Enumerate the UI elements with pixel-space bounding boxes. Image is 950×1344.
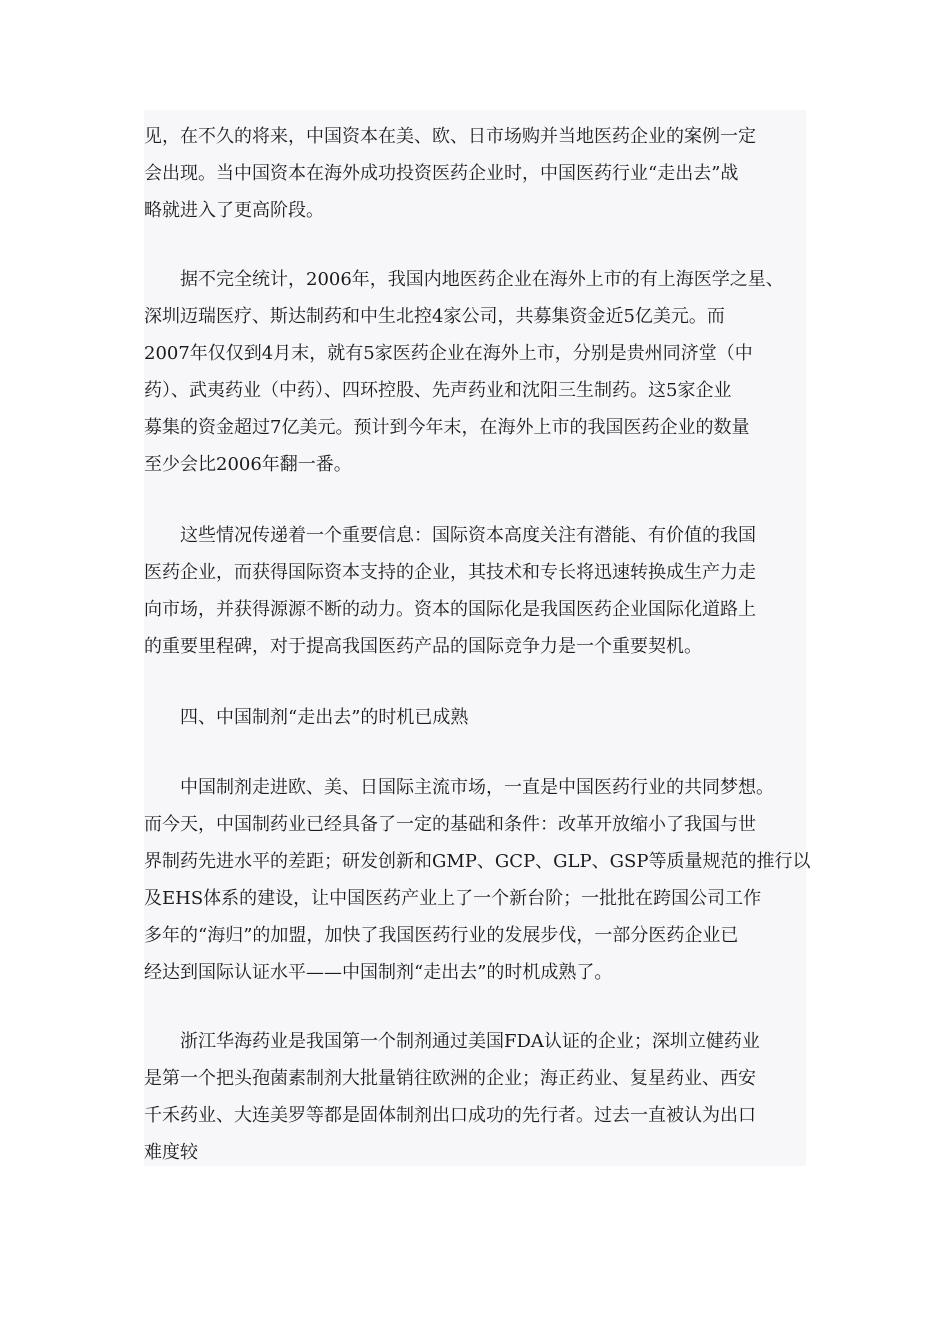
text-line: 这些情况传递着一个重要信息：国际资本高度关注有潜能、有价值的我国: [144, 525, 756, 546]
paragraph-4: [144, 769, 810, 991]
text-line: 募集的资金超过7亿美元。预计到今年末，在海外上市的我国医药企业的数量: [144, 417, 750, 438]
paragraph-5: [144, 1023, 760, 1171]
text-line: 难度较: [144, 1142, 198, 1163]
paragraph-2: [144, 261, 784, 483]
text-line: 略就进入了更高阶段。: [144, 200, 324, 221]
paragraph-1: [144, 118, 756, 229]
text-line: 会出现。当中国资本在海外成功投资医药企业时，中国医药行业“走出去”战: [144, 163, 739, 184]
text-line: 药）、武夷药业（中药）、四环控股、先声药业和沈阳三生制药。这5家企业: [144, 380, 732, 401]
text-line: 医药企业，而获得国际资本支持的企业，其技术和专长将迅速转换成生产力走: [144, 562, 756, 583]
text-line: 2007年仅仅到4月末，就有5家医药企业在海外上市，分别是贵州同济堂（中: [144, 343, 753, 364]
text-line: 是第一个把头孢菌素制剂大批量销往欧洲的企业；海正药业、复星药业、西安: [144, 1068, 756, 1089]
text-line: 据不完全统计，2006年，我国内地医药企业在海外上市的有上海医学之星、: [144, 269, 784, 290]
text-line: 千禾药业、大连美罗等都是固体制剂出口成功的先行者。过去一直被认为出口: [144, 1105, 756, 1126]
text-line: 见，在不久的将来，中国资本在美、欧、日市场购并当地医药企业的案例一定: [144, 126, 756, 147]
text-line: 及EHS体系的建设，让中国医药产业上了一个新台阶；一批批在跨国公司工作: [144, 888, 762, 909]
text-line: 浙江华海药业是我国第一个制剂通过美国FDA认证的企业；深圳立健药业: [144, 1031, 760, 1052]
text-line: 多年的“海归”的加盟，加快了我国医药行业的发展步伐，一部分医药企业已: [144, 925, 739, 946]
text-line: 中国制剂走进欧、美、日国际主流市场，一直是中国医药行业的共同梦想。: [144, 777, 774, 798]
text-line: 向市场，并获得源源不断的动力。资本的国际化是我国医药企业国际化道路上: [144, 599, 756, 620]
text-line: 界制药先进水平的差距；研发创新和GMP、GCP、GLP、GSP等质量规范的推行以: [144, 851, 811, 872]
text-line: 而今天，中国制药业已经具备了一定的基础和条件：改革开放缩小了我国与世: [144, 814, 756, 835]
text-line: 深圳迈瑞医疗、斯达制药和中生北控4家公司，共募集资金近5亿美元。而: [144, 306, 725, 327]
text-line: 至少会比2006年翻一番。: [144, 454, 352, 475]
paragraph-3: [144, 517, 756, 665]
text-line: 经达到国际认证水平——中国制剂“走出去”的时机成熟了。: [144, 962, 613, 983]
section-heading: [144, 699, 468, 736]
text-line: 的重要里程碑，对于提高我国医药产品的国际竞争力是一个重要契机。: [144, 636, 702, 657]
heading-line: 四、中国制剂“走出去”的时机已成熟: [144, 707, 469, 728]
